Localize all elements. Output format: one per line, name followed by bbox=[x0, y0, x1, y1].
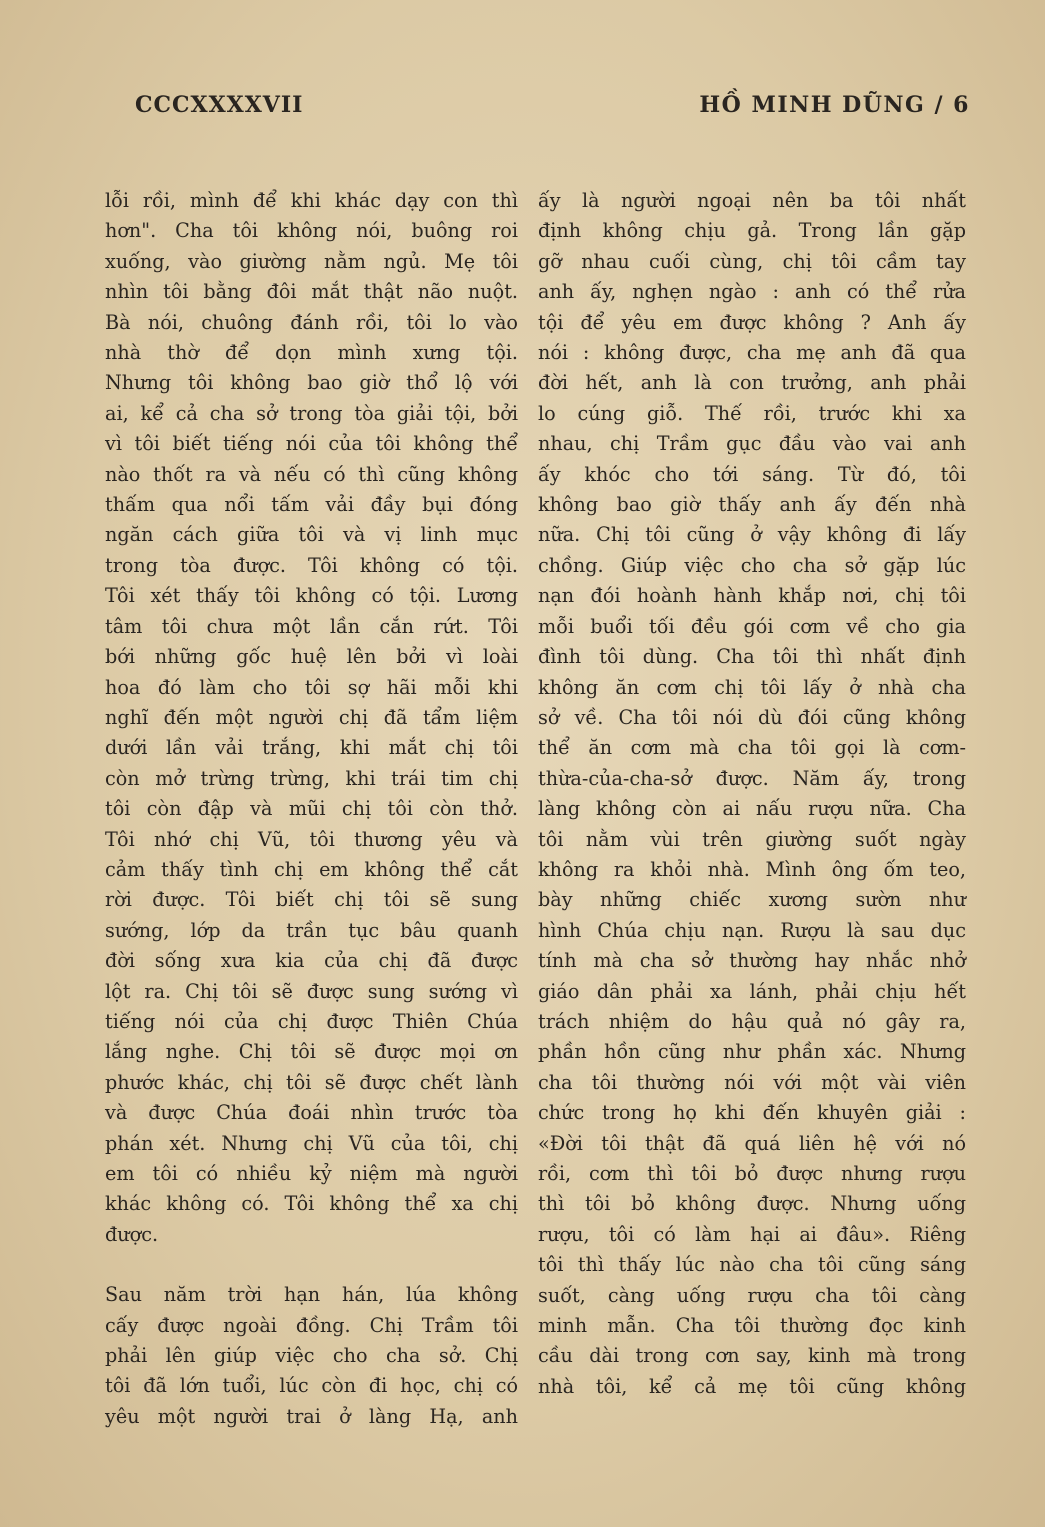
text-line: mỗi buổi tối đều gói cơm về cho gia bbox=[538, 614, 966, 638]
text-line: ai, kể cả cha sở trong tòa giải tội, bởi bbox=[105, 401, 518, 425]
text-line: lột ra. Chị tôi sẽ được sung sướng vì bbox=[105, 979, 518, 1003]
text-line: tâm tôi chưa một lần cắn rứt. Tôi bbox=[105, 614, 518, 638]
text-line: nhà tôi, kể cả mẹ tôi cũng không bbox=[538, 1374, 966, 1398]
text-line: chồng. Giúp việc cho cha sở gặp lúc bbox=[538, 553, 966, 577]
text-line: tôi nằm vùi trên giường suốt ngày bbox=[538, 827, 966, 851]
text-line: cấy được ngoài đồng. Chị Trầm tôi bbox=[105, 1313, 518, 1337]
text-line: cầu dài trong cơn say, kinh mà trong bbox=[538, 1344, 966, 1368]
text-line: rời được. Tôi biết chị tôi sẽ sung bbox=[105, 888, 518, 912]
left-column bbox=[105, 186, 518, 1432]
text-line: phần hồn cũng như phần xác. Nhưng bbox=[538, 1040, 966, 1064]
text-line: lo cúng giỗ. Thế rồi, trước khi xa bbox=[538, 401, 966, 425]
text-line: rượu, tôi có làm hại ai đâu». Riêng bbox=[538, 1222, 966, 1246]
text-line: thể ăn cơm mà cha tôi gọi là cơm- bbox=[538, 736, 966, 760]
text-line: khác không có. Tôi không thể xa chị bbox=[105, 1192, 518, 1216]
chapter-number: CCCXXXXVII bbox=[135, 92, 304, 118]
text-line: ấy khóc cho tới sáng. Từ đó, tôi bbox=[538, 462, 966, 486]
text-line: sở về. Cha tôi nói dù đói cũng không bbox=[538, 705, 966, 729]
text-line: nhau, chị Trầm gục đầu vào vai anh bbox=[538, 432, 966, 456]
text-line: hơn". Cha tôi không nói, buông roi bbox=[105, 219, 518, 243]
text-line: nghĩ đến một người chị đã tẩm liệm bbox=[105, 705, 518, 729]
text-line: không bao giờ thấy anh ấy đến nhà bbox=[538, 493, 966, 517]
text-line: đời sống xưa kia của chị đã được bbox=[105, 949, 518, 973]
text-line: tiếng nói của chị được Thiên Chúa bbox=[105, 1009, 518, 1033]
author-page-number: HỒ MINH DŨNG / 6 bbox=[699, 92, 970, 118]
text-line: lắng nghe. Chị tôi sẽ được mọi ơn bbox=[105, 1040, 518, 1064]
text-line: tôi đã lớn tuổi, lúc còn đi học, chị có bbox=[105, 1374, 518, 1398]
text-line: phải lên giúp việc cho cha sở. Chị bbox=[105, 1344, 518, 1368]
text-line: em tôi có nhiều kỷ niệm mà người bbox=[105, 1162, 518, 1185]
text-line: hình Chúa chịu nạn. Rượu là sau dục bbox=[538, 918, 966, 942]
text-line: vì tôi biết tiếng nói của tôi không thể bbox=[105, 432, 518, 456]
text-line: nhà thờ để dọn mình xưng tội. bbox=[105, 341, 518, 365]
text-line: dưới lần vải trắng, khi mắt chị tôi bbox=[105, 736, 518, 760]
text-line: cha tôi thường nói với một vài viên bbox=[538, 1070, 966, 1094]
text-line: Tôi nhớ chị Vũ, tôi thương yêu và bbox=[105, 827, 518, 851]
text-line: bới những gốc huệ lên bởi vì loài bbox=[105, 645, 518, 669]
text-line: chức trong họ khi đến khuyên giải : bbox=[538, 1101, 966, 1125]
text-line: yêu một người trai ở làng Hạ, anh bbox=[105, 1404, 518, 1428]
text-line: tính mà cha sở thường hay nhắc nhở bbox=[538, 949, 966, 973]
text-line: nữa. Chị tôi cũng ở vậy không đi lấy bbox=[538, 523, 966, 547]
text-line: phước khác, chị tôi sẽ được chết lành bbox=[105, 1070, 518, 1094]
text-line: xuống, vào giường nằm ngủ. Mẹ tôi bbox=[105, 249, 518, 273]
page-header bbox=[135, 92, 970, 132]
text-line: không ăn cơm chị tôi lấy ở nhà cha bbox=[538, 675, 966, 699]
text-line: Sau năm trời hạn hán, lúa không bbox=[105, 1283, 518, 1307]
text-line: thấm qua nổi tấm vải đầy bụi đóng bbox=[105, 493, 518, 517]
text-line: «Đời tôi thật đã quá liên hệ với nó bbox=[538, 1131, 966, 1155]
text-line: và được Chúa đoái nhìn trước tòa bbox=[105, 1101, 518, 1125]
text-line: trong tòa được. Tôi không có tội. bbox=[105, 553, 518, 577]
text-line: Nhưng tôi không bao giờ thổ lộ với bbox=[105, 371, 518, 395]
text-line: định không chịu gả. Trong lần gặp bbox=[538, 219, 966, 243]
text-line: được. bbox=[105, 1222, 159, 1246]
text-line: thừa-của-cha-sở được. Năm ấy, trong bbox=[538, 766, 966, 790]
text-line: nạn đói hoành hành khắp nơi, chị tôi bbox=[538, 584, 966, 608]
text-line: ngăn cách giữa tôi và vị linh mục bbox=[105, 523, 518, 547]
text-line: hoa đó làm cho tôi sợ hãi mỗi khi bbox=[105, 675, 518, 699]
text-line: tôi thì thấy lúc nào cha tôi cũng sáng bbox=[538, 1253, 966, 1277]
text-line: phán xét. Nhưng chị Vũ của tôi, chị bbox=[105, 1131, 518, 1155]
text-line: còn mở trừng trừng, khi trái tim chị bbox=[105, 766, 518, 790]
left-paragraph-2 bbox=[105, 1280, 518, 1432]
text-line: nhìn tôi bằng đôi mắt thật não nuột. bbox=[105, 280, 518, 304]
text-line: đời hết, anh là con trưởng, anh phải bbox=[538, 371, 966, 395]
text-line: trách nhiệm do hậu quả nó gây ra, bbox=[538, 1009, 966, 1033]
text-line: lỗi rồi, mình để khi khác dạy con thì bbox=[105, 189, 518, 212]
text-line: cảm thấy tình chị em không thể cắt bbox=[105, 857, 518, 881]
text-line: làng không còn ai nấu rượu nữa. Cha bbox=[538, 797, 966, 821]
text-line: nói : không được, cha mẹ anh đã qua bbox=[538, 341, 966, 365]
text-line: rồi, cơm thì tôi bỏ được nhưng rượu bbox=[538, 1162, 966, 1185]
text-line: tôi còn đập và mũi chị tôi còn thở. bbox=[105, 797, 518, 821]
text-line: thì tôi bỏ không được. Nhưng uống bbox=[538, 1192, 966, 1216]
text-line: bày những chiếc xương sườn như bbox=[538, 888, 966, 912]
text-line: sướng, lớp da trần tục bâu quanh bbox=[105, 918, 518, 942]
text-line: không ra khỏi nhà. Mình ông ốm teo, bbox=[538, 857, 966, 881]
text-line: tội để yêu em được không ? Anh ấy bbox=[538, 310, 966, 334]
left-paragraph-1 bbox=[105, 186, 518, 1250]
text-line: nào thốt ra và nếu có thì cũng không bbox=[105, 462, 518, 486]
text-line: suốt, càng uống rượu cha tôi càng bbox=[538, 1283, 966, 1307]
text-line: ấy là người ngoại nên ba tôi nhất bbox=[538, 189, 966, 212]
text-line: gỡ nhau cuối cùng, chị tôi cầm tay bbox=[538, 249, 966, 273]
text-line: Tôi xét thấy tôi không có tội. Lương bbox=[105, 584, 518, 608]
text-line: minh mẫn. Cha tôi thường đọc kinh bbox=[538, 1314, 966, 1338]
right-column bbox=[538, 186, 966, 1402]
text-line: đình tôi dùng. Cha tôi thì nhất định bbox=[538, 645, 966, 669]
right-paragraph-1 bbox=[538, 186, 966, 1402]
text-line: Bà nói, chuông đánh rồi, tôi lo vào bbox=[105, 310, 518, 334]
text-line: anh ấy, nghẹn ngào : anh có thể rửa bbox=[538, 280, 966, 304]
text-line: giáo dân phải xa lánh, phải chịu hết bbox=[538, 979, 966, 1003]
